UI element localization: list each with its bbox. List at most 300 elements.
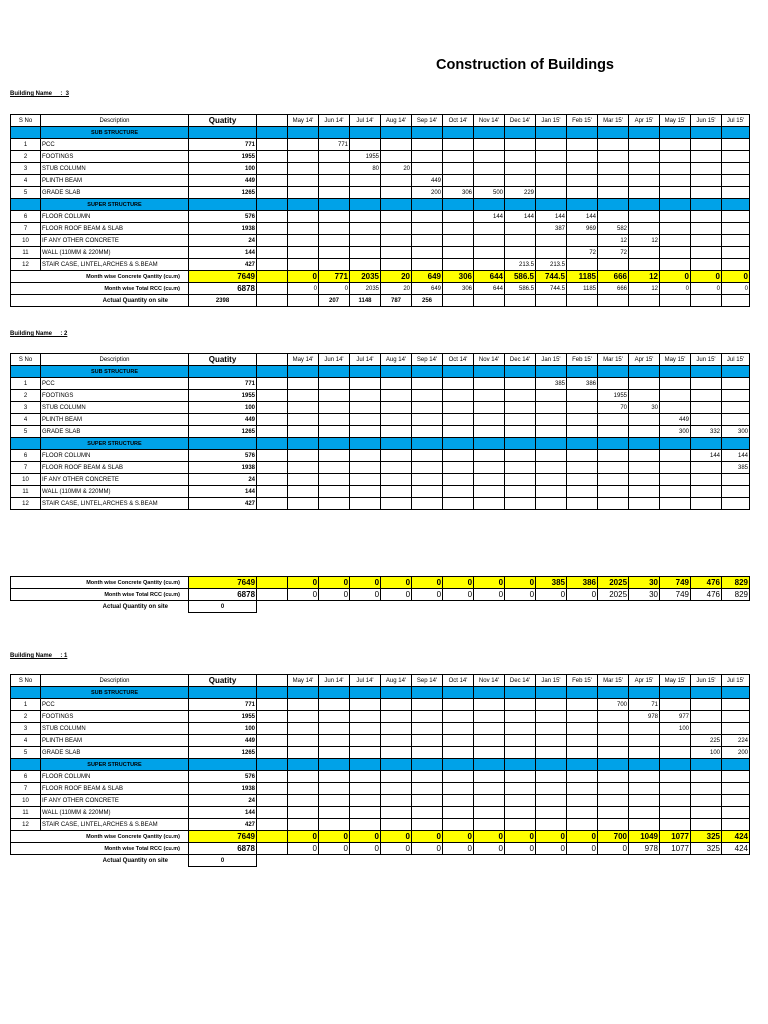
month-cell: [350, 414, 381, 426]
month-rcc-cell: 0: [412, 589, 443, 601]
month-cell: [381, 426, 412, 438]
month-cell: [350, 699, 381, 711]
month-cell: [629, 747, 660, 759]
month-cell: [350, 211, 381, 223]
month-cell: [288, 723, 319, 735]
month-cell: [536, 390, 567, 402]
section-cell: [443, 127, 474, 139]
month-cell: [288, 259, 319, 271]
month-cell: [505, 450, 536, 462]
month-cell: [691, 699, 722, 711]
month-cell: [319, 735, 350, 747]
item-row: [11, 426, 750, 438]
month-rcc-cell: 0: [505, 589, 536, 601]
month-cell: [660, 747, 691, 759]
month-cell: [691, 163, 722, 175]
blank-cell: [257, 235, 288, 247]
month-qty-cell: 700: [598, 831, 629, 843]
month-cell: [722, 783, 750, 795]
actual-cell: [536, 601, 567, 613]
month-cell: 30: [629, 402, 660, 414]
month-qty-cell: 0: [288, 831, 319, 843]
section-cell: [691, 759, 722, 771]
header-month: May 14': [288, 675, 319, 687]
item-row: [11, 462, 750, 474]
item-sno: 10: [11, 474, 41, 486]
section-row: [11, 687, 750, 699]
month-cell: [536, 462, 567, 474]
item-sno: 11: [11, 807, 41, 819]
month-qty-row: [11, 271, 750, 283]
total-rcc: 6878: [189, 283, 257, 295]
item-description: GRADE SLAB: [41, 426, 189, 438]
month-cell: 144: [722, 450, 750, 462]
item-quantity: 771: [189, 378, 257, 390]
item-quantity: 1955: [189, 390, 257, 402]
month-cell: [629, 390, 660, 402]
month-cell: 385: [536, 378, 567, 390]
section-cell: [598, 199, 629, 211]
month-cell: [319, 486, 350, 498]
header-month: Jan 15': [536, 115, 567, 127]
month-cell: [567, 139, 598, 151]
month-cell: [629, 795, 660, 807]
month-rcc-row: [11, 843, 750, 855]
month-qty-cell: 744.5: [536, 271, 567, 283]
section-cell: [598, 127, 629, 139]
item-row: [11, 151, 750, 163]
item-quantity: 1938: [189, 462, 257, 474]
month-qty-cell: 586.5: [505, 271, 536, 283]
header-month: Jan 15': [536, 354, 567, 366]
month-rcc-cell: 2025: [598, 589, 629, 601]
month-cell: [412, 390, 443, 402]
month-qty-cell: 12: [629, 271, 660, 283]
section-cell: [567, 438, 598, 450]
header-quantity: Quatity: [189, 115, 257, 127]
section-cell: [660, 199, 691, 211]
month-rcc-cell: 0: [288, 843, 319, 855]
month-cell: [598, 414, 629, 426]
month-cell: 20: [381, 163, 412, 175]
month-cell: [505, 771, 536, 783]
total-qty: 7649: [189, 577, 257, 589]
month-cell: [598, 259, 629, 271]
month-qty-cell: 386: [567, 577, 598, 589]
month-qty-label: Month wise Concrete Qantity (cu.m): [11, 831, 189, 843]
month-qty-cell: 0: [505, 831, 536, 843]
month-cell: [567, 414, 598, 426]
month-cell: [722, 699, 750, 711]
item-row: [11, 795, 750, 807]
month-cell: [288, 402, 319, 414]
month-cell: [350, 175, 381, 187]
section-cell: [660, 127, 691, 139]
month-cell: 80: [350, 163, 381, 175]
month-cell: [474, 807, 505, 819]
month-cell: [722, 187, 750, 199]
month-cell: [691, 474, 722, 486]
item-description: WALL (110MM & 220MM): [41, 247, 189, 259]
item-description: STUB COLUMN: [41, 163, 189, 175]
section-row: [11, 438, 750, 450]
actual-cell: [505, 855, 536, 867]
month-qty-cell: 0: [319, 831, 350, 843]
month-cell: [350, 819, 381, 831]
month-cell: [536, 139, 567, 151]
item-row: [11, 474, 750, 486]
month-cell: [660, 175, 691, 187]
item-row: [11, 223, 750, 235]
month-qty-cell: 1077: [660, 831, 691, 843]
item-sno: 7: [11, 223, 41, 235]
month-cell: [474, 402, 505, 414]
actual-cell: [660, 295, 691, 307]
section-cell: [474, 199, 505, 211]
month-cell: [536, 795, 567, 807]
header-month: Mar 15': [598, 354, 629, 366]
section-cell: [536, 687, 567, 699]
item-sno: 12: [11, 819, 41, 831]
item-description: PLINTH BEAM: [41, 735, 189, 747]
month-cell: [319, 795, 350, 807]
month-cell: [381, 807, 412, 819]
item-sno: 2: [11, 390, 41, 402]
item-quantity: 1265: [189, 187, 257, 199]
month-rcc-cell: 0: [567, 843, 598, 855]
month-qty-cell: 0: [319, 577, 350, 589]
month-cell: [350, 783, 381, 795]
section-cell: [598, 438, 629, 450]
month-cell: [350, 474, 381, 486]
month-cell: [505, 223, 536, 235]
month-rcc-cell: 0: [722, 283, 750, 295]
header-sno: S No: [11, 115, 41, 127]
month-cell: [536, 163, 567, 175]
month-cell: [567, 747, 598, 759]
month-cell: 213.5: [536, 259, 567, 271]
month-cell: [629, 426, 660, 438]
section-cell: [11, 759, 41, 771]
month-cell: [660, 735, 691, 747]
item-description: WALL (110MM & 220MM): [41, 807, 189, 819]
month-rcc-cell: 978: [629, 843, 660, 855]
item-description: IF ANY OTHER CONCRETE: [41, 474, 189, 486]
month-cell: [536, 819, 567, 831]
item-row: [11, 747, 750, 759]
month-cell: 200: [412, 187, 443, 199]
month-qty-cell: 0: [350, 831, 381, 843]
section-row: [11, 366, 750, 378]
section-cell: [722, 687, 750, 699]
month-cell: 12: [629, 235, 660, 247]
actual-cell: [319, 601, 350, 613]
month-cell: [536, 498, 567, 510]
section-cell: [474, 127, 505, 139]
month-cell: [443, 163, 474, 175]
item-sno: 5: [11, 187, 41, 199]
month-cell: [474, 259, 505, 271]
blank-cell: [257, 486, 288, 498]
total-rcc: 6878: [189, 589, 257, 601]
month-cell: [660, 486, 691, 498]
month-cell: [412, 747, 443, 759]
header-quantity: Quatity: [189, 354, 257, 366]
header-month: Feb 15': [567, 675, 598, 687]
item-row: [11, 139, 750, 151]
month-cell: [381, 139, 412, 151]
month-cell: [722, 175, 750, 187]
header-month: Oct 14': [443, 675, 474, 687]
month-cell: [691, 498, 722, 510]
header-month: Feb 15': [567, 354, 598, 366]
month-cell: [536, 807, 567, 819]
month-rcc-label: Month wise Total RCC (cu.m): [11, 589, 189, 601]
blank-cell: [257, 163, 288, 175]
month-cell: [691, 795, 722, 807]
item-quantity: 1955: [189, 151, 257, 163]
month-cell: [288, 426, 319, 438]
month-qty-cell: 30: [629, 577, 660, 589]
month-cell: [629, 723, 660, 735]
section-cell: [629, 438, 660, 450]
month-cell: [536, 235, 567, 247]
month-cell: [319, 151, 350, 163]
month-cell: [412, 486, 443, 498]
month-qty-cell: 0: [660, 271, 691, 283]
section-cell: [11, 438, 41, 450]
month-cell: 771: [319, 139, 350, 151]
section-cell: [11, 127, 41, 139]
month-cell: [505, 711, 536, 723]
month-cell: [381, 711, 412, 723]
month-cell: [536, 402, 567, 414]
month-cell: [505, 390, 536, 402]
month-cell: [722, 211, 750, 223]
month-qty-cell: 476: [691, 577, 722, 589]
actual-label: Actual Quantity on site: [102, 603, 169, 610]
month-cell: [350, 795, 381, 807]
month-cell: [629, 223, 660, 235]
month-rcc-cell: 0: [443, 589, 474, 601]
item-quantity: 771: [189, 699, 257, 711]
month-cell: [350, 723, 381, 735]
item-description: GRADE SLAB: [41, 747, 189, 759]
header-month: Feb 15': [567, 115, 598, 127]
month-cell: [319, 235, 350, 247]
actual-cell: [598, 601, 629, 613]
month-cell: [505, 402, 536, 414]
section-cell: [629, 687, 660, 699]
month-cell: [567, 498, 598, 510]
month-qty-label: Month wise Concrete Qantity (cu.m): [11, 271, 189, 283]
month-cell: [474, 819, 505, 831]
month-cell: [412, 247, 443, 259]
month-cell: [660, 402, 691, 414]
month-cell: [660, 390, 691, 402]
item-quantity: 24: [189, 235, 257, 247]
item-description: FLOOR ROOF BEAM & SLAB: [41, 783, 189, 795]
header-month: Aug 14': [381, 115, 412, 127]
month-cell: [691, 771, 722, 783]
item-quantity: 1265: [189, 747, 257, 759]
month-cell: [660, 211, 691, 223]
actual-cell: [443, 295, 474, 307]
month-cell: 224: [722, 735, 750, 747]
month-cell: 144: [536, 211, 567, 223]
month-cell: [536, 735, 567, 747]
month-cell: [319, 699, 350, 711]
actual-cell: [629, 295, 660, 307]
month-cell: [381, 783, 412, 795]
header-month: Oct 14': [443, 115, 474, 127]
actual-cell: 256: [412, 295, 443, 307]
month-cell: [412, 711, 443, 723]
section-cell: [350, 366, 381, 378]
blank-cell: [257, 211, 288, 223]
month-cell: [536, 747, 567, 759]
month-cell: [319, 723, 350, 735]
month-cell: [443, 699, 474, 711]
item-row: [11, 378, 750, 390]
section-cell: [381, 199, 412, 211]
month-cell: [319, 402, 350, 414]
actual-cell: [288, 601, 319, 613]
month-qty-cell: 0: [381, 831, 412, 843]
section-cell: [288, 366, 319, 378]
month-qty-cell: 0: [722, 271, 750, 283]
month-cell: [722, 390, 750, 402]
actual-cell: 1148: [350, 295, 381, 307]
month-rcc-cell: 424: [722, 843, 750, 855]
actual-total: 0: [189, 855, 257, 867]
month-cell: [567, 450, 598, 462]
section-cell: [660, 438, 691, 450]
month-cell: [319, 498, 350, 510]
blank-cell: [257, 247, 288, 259]
month-cell: [350, 139, 381, 151]
month-cell: [412, 211, 443, 223]
month-cell: [505, 163, 536, 175]
month-cell: [722, 723, 750, 735]
month-cell: [660, 699, 691, 711]
item-sno: 6: [11, 211, 41, 223]
month-cell: [629, 139, 660, 151]
header-month: Aug 14': [381, 675, 412, 687]
month-cell: [691, 723, 722, 735]
month-cell: [660, 783, 691, 795]
totals-table: [10, 576, 750, 613]
section-cell: [189, 127, 257, 139]
month-cell: [381, 402, 412, 414]
month-cell: [722, 259, 750, 271]
item-quantity: 576: [189, 450, 257, 462]
header-month: Jul 15': [722, 354, 750, 366]
month-rcc-cell: 0: [443, 843, 474, 855]
month-cell: [474, 247, 505, 259]
month-cell: [443, 735, 474, 747]
header-month: Sep 14': [412, 675, 443, 687]
section-cell: [257, 438, 288, 450]
blank-cell: [257, 577, 288, 589]
blank-cell: [257, 259, 288, 271]
item-row: [11, 783, 750, 795]
month-cell: 72: [567, 247, 598, 259]
blank-cell: [257, 783, 288, 795]
month-cell: [412, 235, 443, 247]
month-cell: [536, 151, 567, 163]
month-rcc-cell: 30: [629, 589, 660, 601]
month-cell: [598, 711, 629, 723]
section-cell: [350, 199, 381, 211]
building-name: Building Name : 1: [10, 653, 68, 659]
section-cell: [691, 199, 722, 211]
item-quantity: 144: [189, 247, 257, 259]
section-cell: [567, 127, 598, 139]
section-cell: [567, 199, 598, 211]
month-cell: 332: [691, 426, 722, 438]
month-rcc-cell: 0: [691, 283, 722, 295]
item-description: STUB COLUMN: [41, 402, 189, 414]
month-cell: [350, 223, 381, 235]
item-quantity: 1265: [189, 426, 257, 438]
section-cell: [505, 759, 536, 771]
item-sno: 1: [11, 139, 41, 151]
month-cell: [505, 795, 536, 807]
month-cell: [567, 771, 598, 783]
actual-cell: [257, 295, 288, 307]
header-row: [11, 675, 750, 687]
month-qty-cell: 0: [505, 577, 536, 589]
section-cell: [629, 199, 660, 211]
month-rcc-cell: 0: [505, 843, 536, 855]
item-quantity: 100: [189, 402, 257, 414]
month-cell: [722, 163, 750, 175]
header-description: Description: [41, 354, 189, 366]
month-cell: [598, 747, 629, 759]
month-cell: [505, 819, 536, 831]
blank-cell: [257, 223, 288, 235]
section-cell: [11, 199, 41, 211]
actual-cell: [691, 295, 722, 307]
month-cell: 144: [474, 211, 505, 223]
month-cell: [629, 378, 660, 390]
month-qty-cell: 0: [474, 577, 505, 589]
month-cell: [443, 711, 474, 723]
month-cell: [288, 139, 319, 151]
month-cell: [412, 498, 443, 510]
month-cell: [598, 783, 629, 795]
actual-cell: [412, 855, 443, 867]
section-cell: [660, 687, 691, 699]
month-cell: [474, 498, 505, 510]
section-cell: [443, 687, 474, 699]
item-quantity: 576: [189, 771, 257, 783]
month-cell: 582: [598, 223, 629, 235]
item-sno: 1: [11, 378, 41, 390]
month-cell: [660, 235, 691, 247]
header-blank: [257, 354, 288, 366]
month-cell: 1955: [598, 390, 629, 402]
month-cell: [505, 414, 536, 426]
month-cell: [691, 259, 722, 271]
item-quantity: 576: [189, 211, 257, 223]
month-cell: [474, 139, 505, 151]
month-cell: [660, 462, 691, 474]
month-cell: [722, 151, 750, 163]
month-cell: [381, 247, 412, 259]
month-cell: [443, 390, 474, 402]
